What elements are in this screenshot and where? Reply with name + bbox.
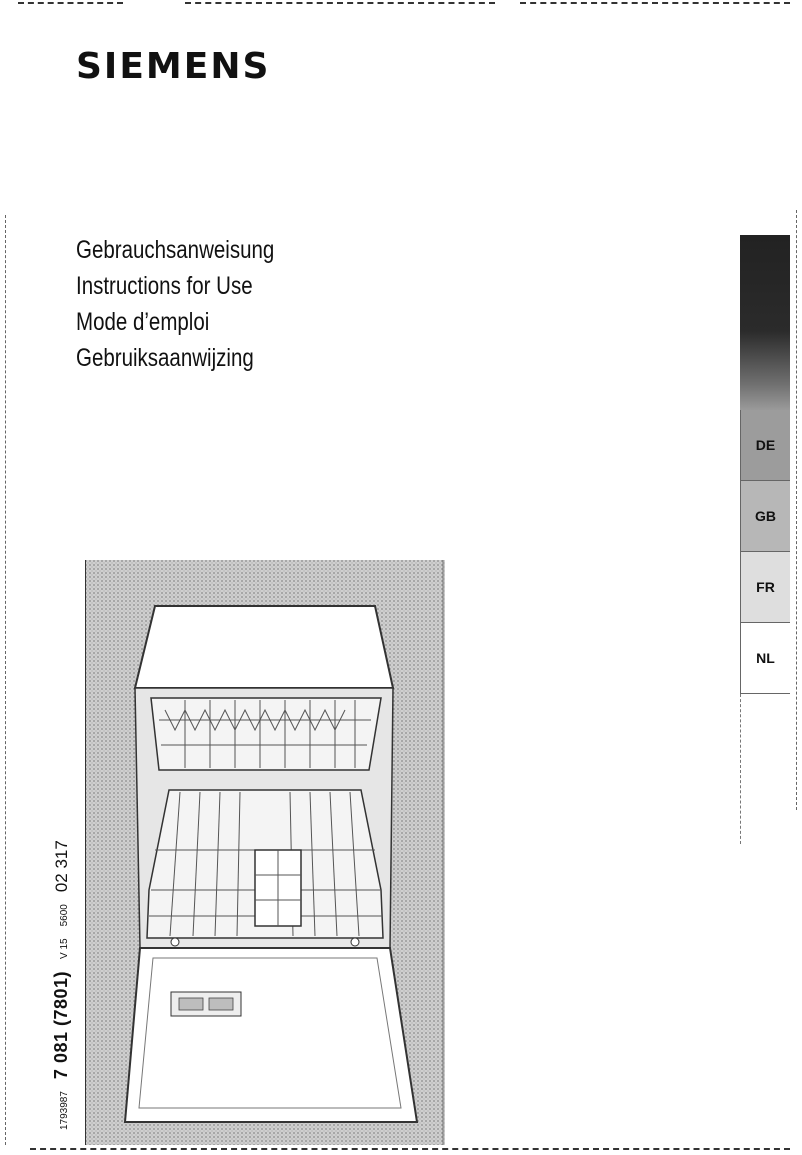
dishwasher-illustration — [85, 560, 445, 1145]
document-code — [51, 840, 72, 1130]
top-scan-border-left — [18, 2, 123, 4]
document-code-main: 7 081 (7801) — [51, 970, 71, 1080]
bottom-scan-border — [30, 1148, 790, 1150]
manual-titles — [76, 232, 318, 376]
title-en: Instructions for Use — [76, 272, 253, 300]
dishwasher-open-door-icon — [85, 560, 445, 1145]
document-code-prefix: 1793987 — [59, 1091, 70, 1130]
language-tab-de[interactable]: DE — [740, 410, 790, 481]
title-nl: Gebruiksaanwijzing — [76, 344, 254, 372]
language-tabs — [740, 235, 790, 844]
language-tab-gb[interactable]: GB — [740, 481, 790, 552]
language-tab-fr[interactable]: FR — [740, 552, 790, 623]
right-scan-border — [796, 210, 797, 810]
document-code-small: 5600 — [59, 904, 70, 927]
language-tab-dark-block — [740, 235, 790, 410]
title-de: Gebrauchsanweisung — [76, 236, 275, 264]
top-scan-border-mid — [185, 2, 495, 4]
title-fr: Mode d’emploi — [76, 308, 210, 336]
document-code-version: V 15 — [59, 938, 70, 959]
top-scan-border-right — [520, 2, 790, 4]
left-scan-border — [5, 215, 6, 1145]
brand-logo: SIEMENS — [76, 46, 271, 87]
language-tab-tail — [740, 694, 790, 844]
document-code-number: 02 317 — [52, 840, 71, 893]
language-tab-nl[interactable]: NL — [740, 623, 790, 694]
